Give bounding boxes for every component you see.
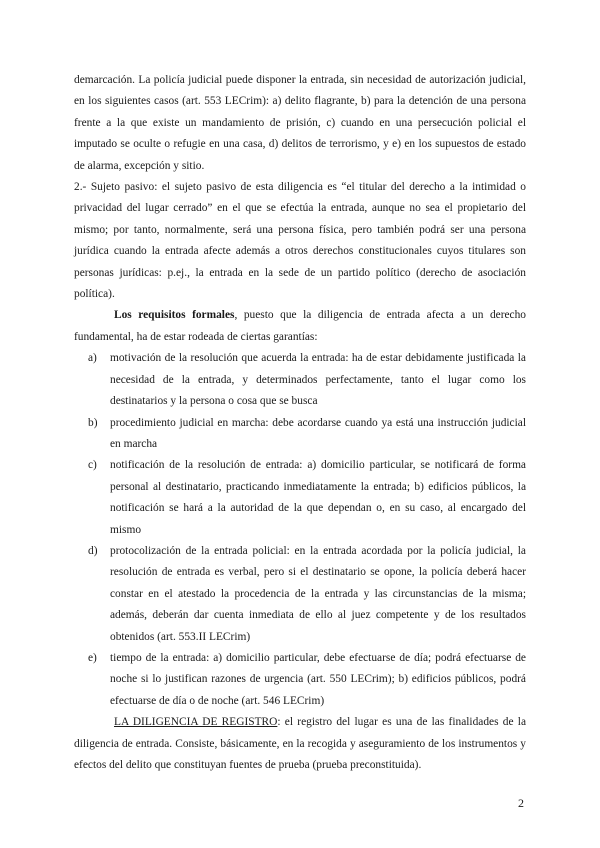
requirement-item	[74, 413, 526, 456]
list-marker: d)	[88, 544, 98, 557]
paragraph-search	[74, 712, 526, 776]
formal-requirements-heading: Los requisitos formales	[114, 309, 235, 322]
page-number: 2	[518, 796, 524, 810]
search-text: : el registro del lugar es una de las finalidades de la diligencia de entrada. Consiste, básicamente, en la recogida y aseguramiento de los instrumentos y efectos del delito que constituyan fuentes de prueba (prueba preconstituida).	[74, 716, 527, 771]
requirement-text: motivación de la resolución que acuerda la entrada: ha de estar debidamente justificada la necesidad de la entrada, y determinados perfectamente, tanto el lugar como los destinatarios y la persona o cosa que se busca	[110, 352, 526, 408]
requirement-item	[74, 541, 526, 648]
search-heading: LA DILIGENCIA DE REGISTRO	[114, 716, 278, 729]
list-marker: a)	[88, 352, 97, 365]
requirements-list	[74, 348, 526, 712]
paragraph-entry-cases: demarcación. La policía judicial puede disponer la entrada, sin necesidad de autorización judicial, en los siguientes casos (art. 553 LECrim): a) delito flagrante, b) para la detención de una persona frente a la que existe un mandamiento de prisión, c) cuando en una persecución policial el imputado se oculte o refugie en una casa, d) delitos de terrorismo, y e) en los supuestos de estado de alarma, excepción y sitio.	[74, 74, 526, 172]
document-page	[74, 70, 526, 776]
requirement-item	[74, 348, 526, 412]
formal-requirements-text: , puesto que la diligencia de entrada afecta a un derecho fundamental, ha de estar rodeada de ciertas garantías:	[74, 309, 526, 343]
requirement-text: notificación de la resolución de entrada: a) domicilio particular, se notificará de forma personal al destinatario, practicando inmediatamente la entrada; b) edificios públicos, la notificación se hará a la autoridad de la que dependan o, en su caso, al encargado del mismo	[110, 459, 526, 536]
requirement-text: procedimiento judicial en marcha: debe acordarse cuando ya está una instrucción judicial en marcha	[110, 416, 526, 450]
list-marker: e)	[88, 651, 97, 664]
list-marker: c)	[88, 459, 97, 472]
paragraph-passive-subject: 2.- Sujeto pasivo: el sujeto pasivo de esta diligencia es “el titular del derecho a la intimidad o privacidad del lugar cerrado” en el que se efectúa la entrada, aunque no sea el propietario del mismo; por tanto, normalmente, será una persona física, pero también podrá ser una persona jurídica cuando la entrada afecte además a otros derechos constitucionales cuyos titulares son personas jurídicas: p.ej., la entrada en la sede de un partido político (derecho de asociación política).	[74, 181, 526, 301]
requirement-item	[74, 648, 526, 712]
list-marker: b)	[88, 416, 98, 429]
requirement-item	[74, 455, 526, 541]
requirement-text: tiempo de la entrada: a) domicilio particular, debe efectuarse de día; podrá efectuarse de noche si lo justifican razones de urgencia (art. 550 LECrim); b) edificios públicos, podrá efectuarse de día o de noche (art. 546 LECrim)	[110, 651, 526, 707]
requirement-text: protocolización de la entrada policial: en la entrada acordada por la policía judicial, la resolución de entrada es verbal, pero si el destinatario se opone, la policía deberá hacer constar en el atestado la procedencia de la entrada y las circunstancias de la misma; además, deberán dar cuenta inmediata de ello al juez competente y de los resultados obtenidos (art. 553.II LECrim)	[110, 544, 526, 643]
paragraph-formal-requirements	[74, 305, 526, 348]
